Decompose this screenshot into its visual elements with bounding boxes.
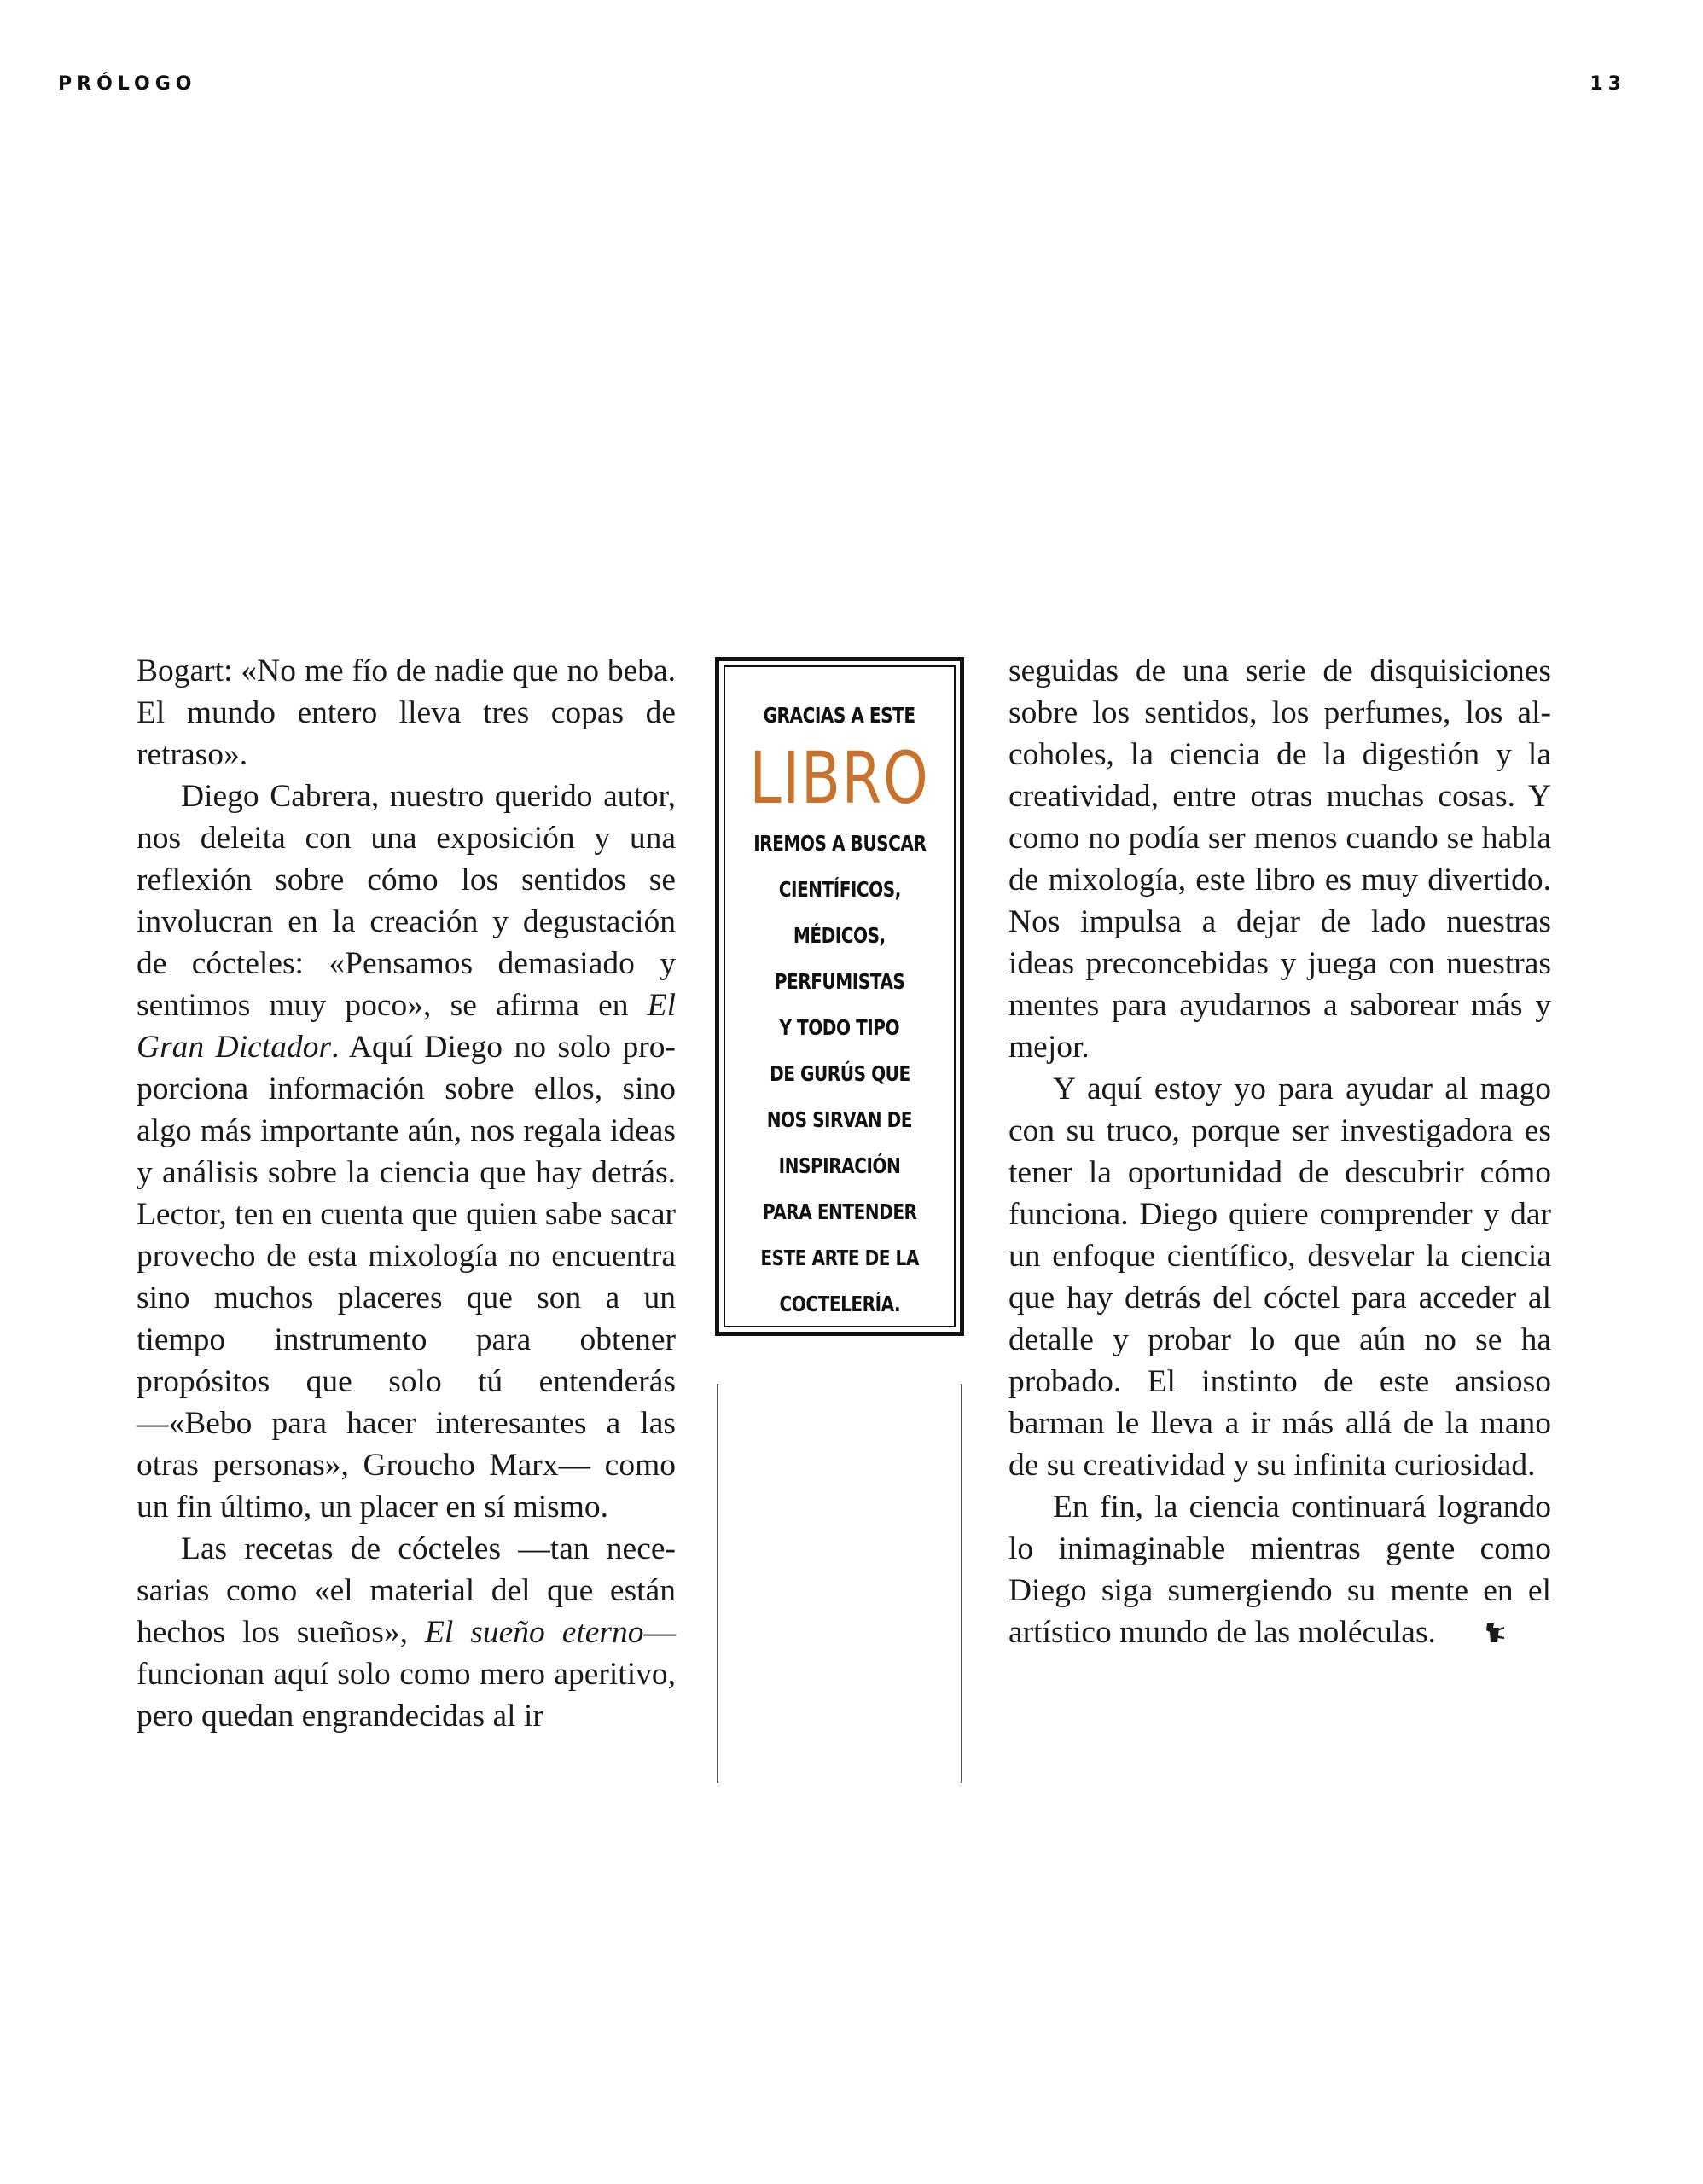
pull-quote-line: GRACIAS A ESTE xyxy=(763,703,916,728)
pull-quote-line: ESTE ARTE DE LA xyxy=(760,1246,919,1270)
paragraph-text: En fin, la ciencia continuará logrando lo inimaginable mientras gente como Diego siga sumergiendo su mente en el artístico mundo de las moléculas. xyxy=(1008,1490,1551,1650)
pull-quote-line: MÉDICOS, xyxy=(793,923,886,948)
pull-quote-line: NOS SIRVAN DE xyxy=(766,1107,913,1132)
pull-quote-line: PARA ENTENDER xyxy=(762,1199,917,1224)
pull-quote-line: CIENTÍFICOS, xyxy=(778,877,901,902)
paragraph xyxy=(1008,1486,1551,1653)
right-text-column xyxy=(1008,650,1551,1653)
paragraph-text: . Aquí Diego no solo proporciona información sobre ellos, sino algo más importante aún, nos regala ideas y análisis sobre la ciencia que hay detrás. Lector, ten en cuenta que quien sabe sacar provecho de esta mixología no encuentra sino muchos placeres que son a un tiempo instrumento para obtener propósitos que solo tú entenderás —«Bebo para hacer interesantes a las otras personas», Groucho Marx— como un fin último, un placer en sí mismo. xyxy=(137,1030,676,1525)
film-title: El sueño eterno xyxy=(424,1615,644,1650)
pull-quote-line: COCTELERÍA. xyxy=(779,1292,900,1316)
column-divider-rule xyxy=(961,1384,962,1783)
paragraph-text: Las recetas de cócteles —tan necesarias como «el material del que están hechos los sueños», xyxy=(137,1531,676,1650)
pull-quote-line: PERFUMISTAS xyxy=(774,969,905,994)
paragraph-text: Diego Cabrera, nuestro querido autor, nos deleita con una exposición y una reflexión sobre cómo los sentidos se involucran en la creación y degustación de cócteles: «Pensamos demasiado y sentimos muy poco», se afirma en xyxy=(137,779,676,1023)
pull-quote-inner xyxy=(724,665,956,1327)
pull-quote-line: Y TODO TIPO xyxy=(779,1015,900,1040)
paragraph xyxy=(137,1528,676,1737)
pull-quote-line: INSPIRACIÓN xyxy=(778,1153,901,1178)
column-divider-rule xyxy=(717,1384,718,1783)
left-text-column xyxy=(137,650,676,1737)
paragraph: Bogart: «No me fío de nadie que no beba. El mundo entero lleva tres copas de retraso». xyxy=(137,653,676,772)
cocktail-shaker-icon xyxy=(1439,1615,1462,1641)
page-number: 13 xyxy=(1590,73,1626,95)
film-title: El Gran Dictador xyxy=(137,988,676,1065)
pull-quote-line: IREMOS A BUSCAR xyxy=(753,831,927,856)
paragraph: seguidas de una serie de disquisiciones sobre los sentidos, los perfumes, los alcoholes, la ciencia de la digestión y la creatividad, entre otras muchas cosas. Y como no podía ser menos cuando se habla de mixología, este libro es muy divertido. Nos impulsa a dejar de lado nuestras ideas preconcebidas y juega con nuestras mentes para ayudarnos a saborear más y mejor. xyxy=(1008,653,1551,1065)
paragraph xyxy=(137,775,676,1528)
pull-quote-box xyxy=(715,657,964,1336)
pull-quote-highlight: LIBRO xyxy=(749,736,930,820)
paragraph: Y aquí estoy yo para ayudar al mago con su truco, porque ser investigadora es tener la oportunidad de descubrir cómo funciona. Diego quiere comprender y dar un enfoque científico, desvelar la ciencia que hay detrás del cóctel para acceder al detalle y probar lo que aún no se ha probado. El instinto de este ansioso barman le lleva a ir más allá de la mano de su creatividad y su infinita curiosidad. xyxy=(1008,1072,1551,1483)
running-head-section: PRÓLOGO xyxy=(58,73,197,95)
paragraph-text: — funcionan aquí solo como mero aperitivo, pero quedan engrandecidas al ir xyxy=(137,1615,676,1734)
pull-quote-line: DE GURÚS QUE xyxy=(769,1061,910,1086)
